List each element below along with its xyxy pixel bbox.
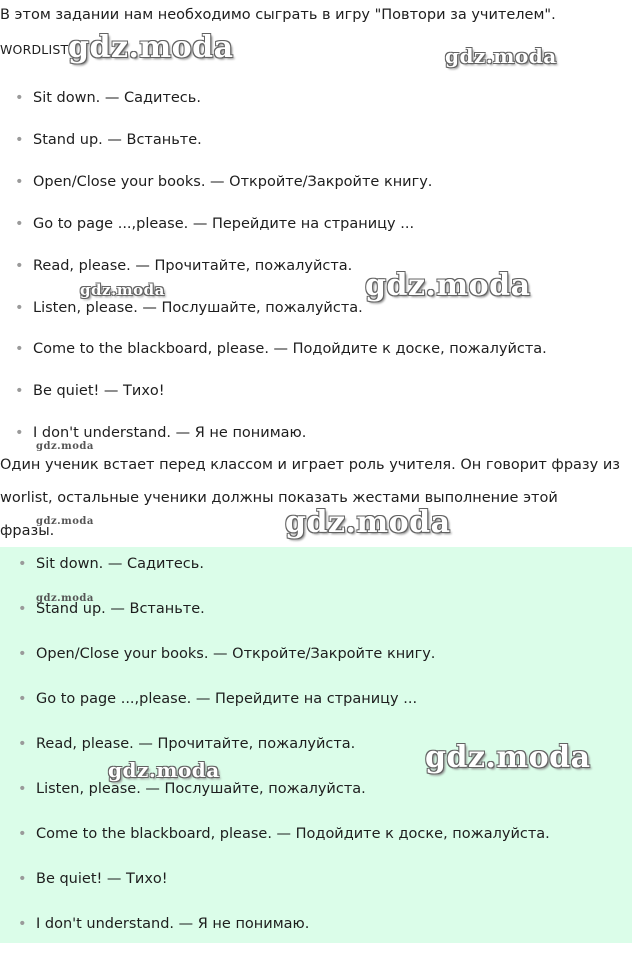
list-item-text: Go to page ...,please. — Перейдите на страницу ... xyxy=(33,216,415,232)
list-item xyxy=(15,132,202,148)
list-item-text: Sit down. — Садитесь. xyxy=(36,556,204,572)
list-item-text: I don't understand. — Я не понимаю. xyxy=(36,916,310,932)
list-item xyxy=(18,871,168,887)
bullet-icon: • xyxy=(15,258,24,274)
list-item xyxy=(18,556,204,572)
list-item xyxy=(15,216,415,232)
bullet-icon: • xyxy=(18,916,27,932)
list-item xyxy=(15,300,363,316)
bullet-icon: • xyxy=(15,216,24,232)
bullet-icon: • xyxy=(18,826,27,842)
bullet-icon: • xyxy=(15,383,24,399)
watermark: gdz.moda xyxy=(36,593,94,604)
list-item-text: Open/Close your books. — Откройте/Закройте книгу. xyxy=(36,646,436,662)
list-item xyxy=(18,916,310,932)
paragraph-line: фразы. xyxy=(0,523,55,539)
intro-text: В этом задании нам необходимо сыграть в игру "Повтори за учителем". xyxy=(0,7,556,23)
list-item-text: Come to the blackboard, please. — Подойдите к доске, пожалуйста. xyxy=(36,826,550,842)
bullet-icon: • xyxy=(15,341,24,357)
list-item-text: Come to the blackboard, please. — Подойдите к доске, пожалуйста. xyxy=(33,341,547,357)
bullet-icon: • xyxy=(18,601,27,617)
list-item xyxy=(18,826,550,842)
list-item xyxy=(15,341,547,357)
paragraph-line: Один ученик встает перед классом и играет роль учителя. Он говорит фразу из xyxy=(0,457,620,473)
paragraph-line: worlist, остальные ученики должны показать жестами выполнение этой xyxy=(0,490,558,506)
list-item-text: Stand up. — Встаньте. xyxy=(36,601,205,617)
watermark: gdz.moda xyxy=(285,505,451,540)
list-item-text: Read, please. — Прочитайте, пожалуйста. xyxy=(36,736,356,752)
list-item xyxy=(15,425,307,441)
list-item-text: Open/Close your books. — Откройте/Закройте книгу. xyxy=(33,174,433,190)
list-item-text: Sit down. — Садитесь. xyxy=(33,90,201,106)
bullet-icon: • xyxy=(18,871,27,887)
list-item xyxy=(15,383,165,399)
list-item xyxy=(18,691,418,707)
list-item-text: Be quiet! — Тихо! xyxy=(36,871,168,887)
list-item-text: Listen, please. — Послушайте, пожалуйста. xyxy=(36,781,366,797)
list-item xyxy=(18,781,366,797)
bullet-icon: • xyxy=(18,691,27,707)
wordlist-heading: WORDLIST xyxy=(0,42,69,57)
list-item-text: Stand up. — Встаньте. xyxy=(33,132,202,148)
bullet-icon: • xyxy=(15,300,24,316)
bullet-icon: • xyxy=(15,90,24,106)
watermark: gdz.moda xyxy=(36,441,94,452)
watermark: gdz.moda xyxy=(365,268,531,303)
bullet-icon: • xyxy=(18,736,27,752)
watermark: gdz.moda xyxy=(36,516,94,527)
watermark: gdz.moda xyxy=(108,758,220,782)
watermark: gdz.moda xyxy=(80,281,165,299)
list-item-text: Be quiet! — Тихо! xyxy=(33,383,165,399)
list-item xyxy=(15,258,353,274)
watermark: gdz.moda xyxy=(68,30,234,65)
bullet-icon: • xyxy=(15,425,24,441)
list-item xyxy=(18,646,436,662)
list-item-text: Read, please. — Прочитайте, пожалуйста. xyxy=(33,258,353,274)
bullet-icon: • xyxy=(18,646,27,662)
list-item xyxy=(18,736,356,752)
list-item-text: I don't understand. — Я не понимаю. xyxy=(33,425,307,441)
list-item-text: Listen, please. — Послушайте, пожалуйста. xyxy=(33,300,363,316)
list-item xyxy=(15,90,201,106)
bullet-icon: • xyxy=(18,781,27,797)
watermark: gdz.moda xyxy=(445,44,557,68)
list-item-text: Go to page ...,please. — Перейдите на страницу ... xyxy=(36,691,418,707)
bullet-icon: • xyxy=(15,174,24,190)
bullet-icon: • xyxy=(15,132,24,148)
bullet-icon: • xyxy=(18,556,27,572)
list-item xyxy=(15,174,433,190)
watermark: gdz.moda xyxy=(425,740,591,775)
